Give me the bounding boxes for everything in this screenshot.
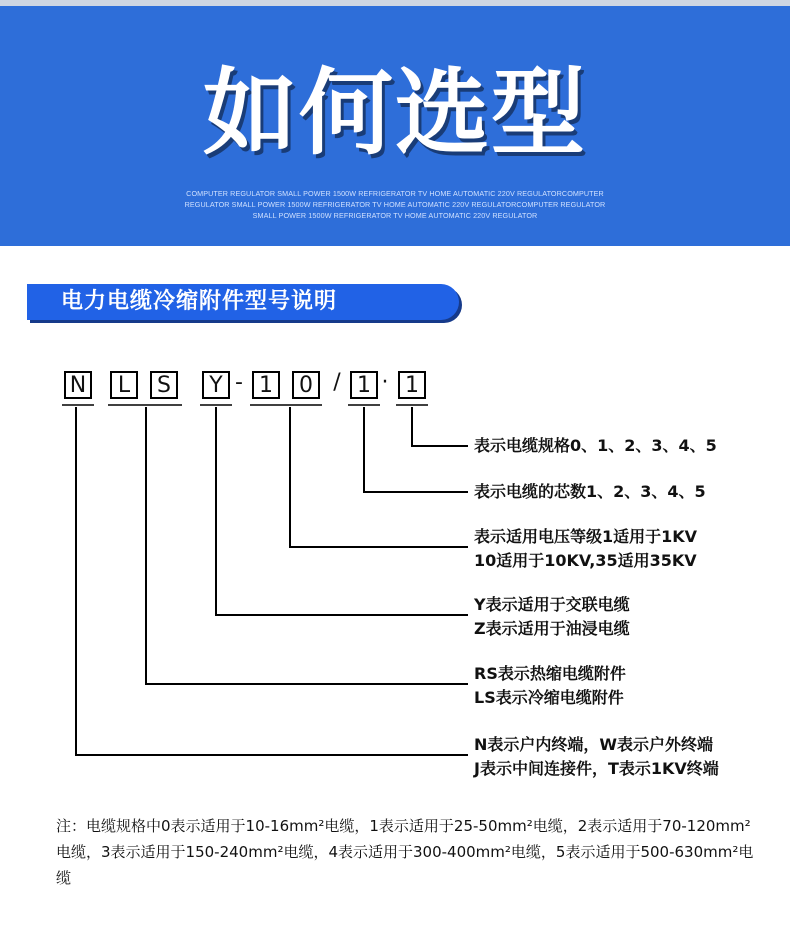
desc-terminal-1: N表示户内终端，W表示户外终端 [474, 735, 714, 754]
page-title: 如何选型 [202, 59, 587, 168]
desc-type-2: Z表示适用于油浸电缆 [474, 619, 630, 638]
desc-shrink-2: LS表示冷缩电缆附件 [474, 688, 624, 707]
code-box-s: S [150, 371, 178, 399]
code-slash: / [333, 370, 341, 395]
code-dot: · [381, 370, 389, 395]
desc-type-1: Y表示适用于交联电缆 [474, 595, 630, 614]
code-box-voltage-1: 1 [252, 371, 280, 399]
desc-spec: 表示电缆规格0、1、2、3、4、5 [474, 436, 717, 455]
connector-shrink [146, 407, 468, 684]
connector-type [216, 407, 468, 615]
code-dash: - [235, 370, 243, 395]
code-box-voltage-0: 0 [292, 371, 320, 399]
code-box-y: Y [202, 371, 230, 399]
desc-terminal-2: J表示中间连接件，T表示1KV终端 [474, 759, 719, 778]
code-box-cores: 1 [350, 371, 378, 399]
code-box-spec: 1 [398, 371, 426, 399]
connector-voltage [290, 407, 468, 547]
desc-voltage-1: 表示适用电压等级1适用于1KV [474, 527, 698, 546]
connector-terminal [76, 407, 468, 755]
section-title: 电力电缆冷缩附件型号说明 [61, 289, 338, 314]
footnote: 注：电缆规格中0表示适用于10-16mm²电缆，1表示适用于25-50mm²电缆，2表示适用于70-120mm²电缆，3表示适用于150-240mm²电缆，4表示适用于300-400mm²电缆，5表示适用于500-630mm²电缆 [56, 817, 754, 887]
desc-cores: 表示电缆的芯数1、2、3、4、5 [474, 482, 706, 501]
code-box-n: N [64, 371, 92, 399]
code-box-l: L [110, 371, 138, 399]
desc-shrink-1: RS表示热缩电缆附件 [474, 664, 626, 683]
banner-subtitle: COMPUTER REGULATOR SMALL POWER 1500W REFRIGERATOR TV HOME AUTOMATIC 220V REGULATORCOMPUTER REGULATOR SMALL POWER 1500W REFRIGERATOR TV HOME AUTOMATIC 220V REGULATORCOMPUTER REGULATOR SMALL POWER 1500W REFRIGERATOR TV HOME AUTOMATIC 220V REGULATOR [184, 189, 606, 220]
desc-voltage-2: 10适用于10KV,35适用35KV [474, 551, 697, 570]
connector-spec [412, 407, 468, 446]
connector-cores [364, 407, 468, 492]
